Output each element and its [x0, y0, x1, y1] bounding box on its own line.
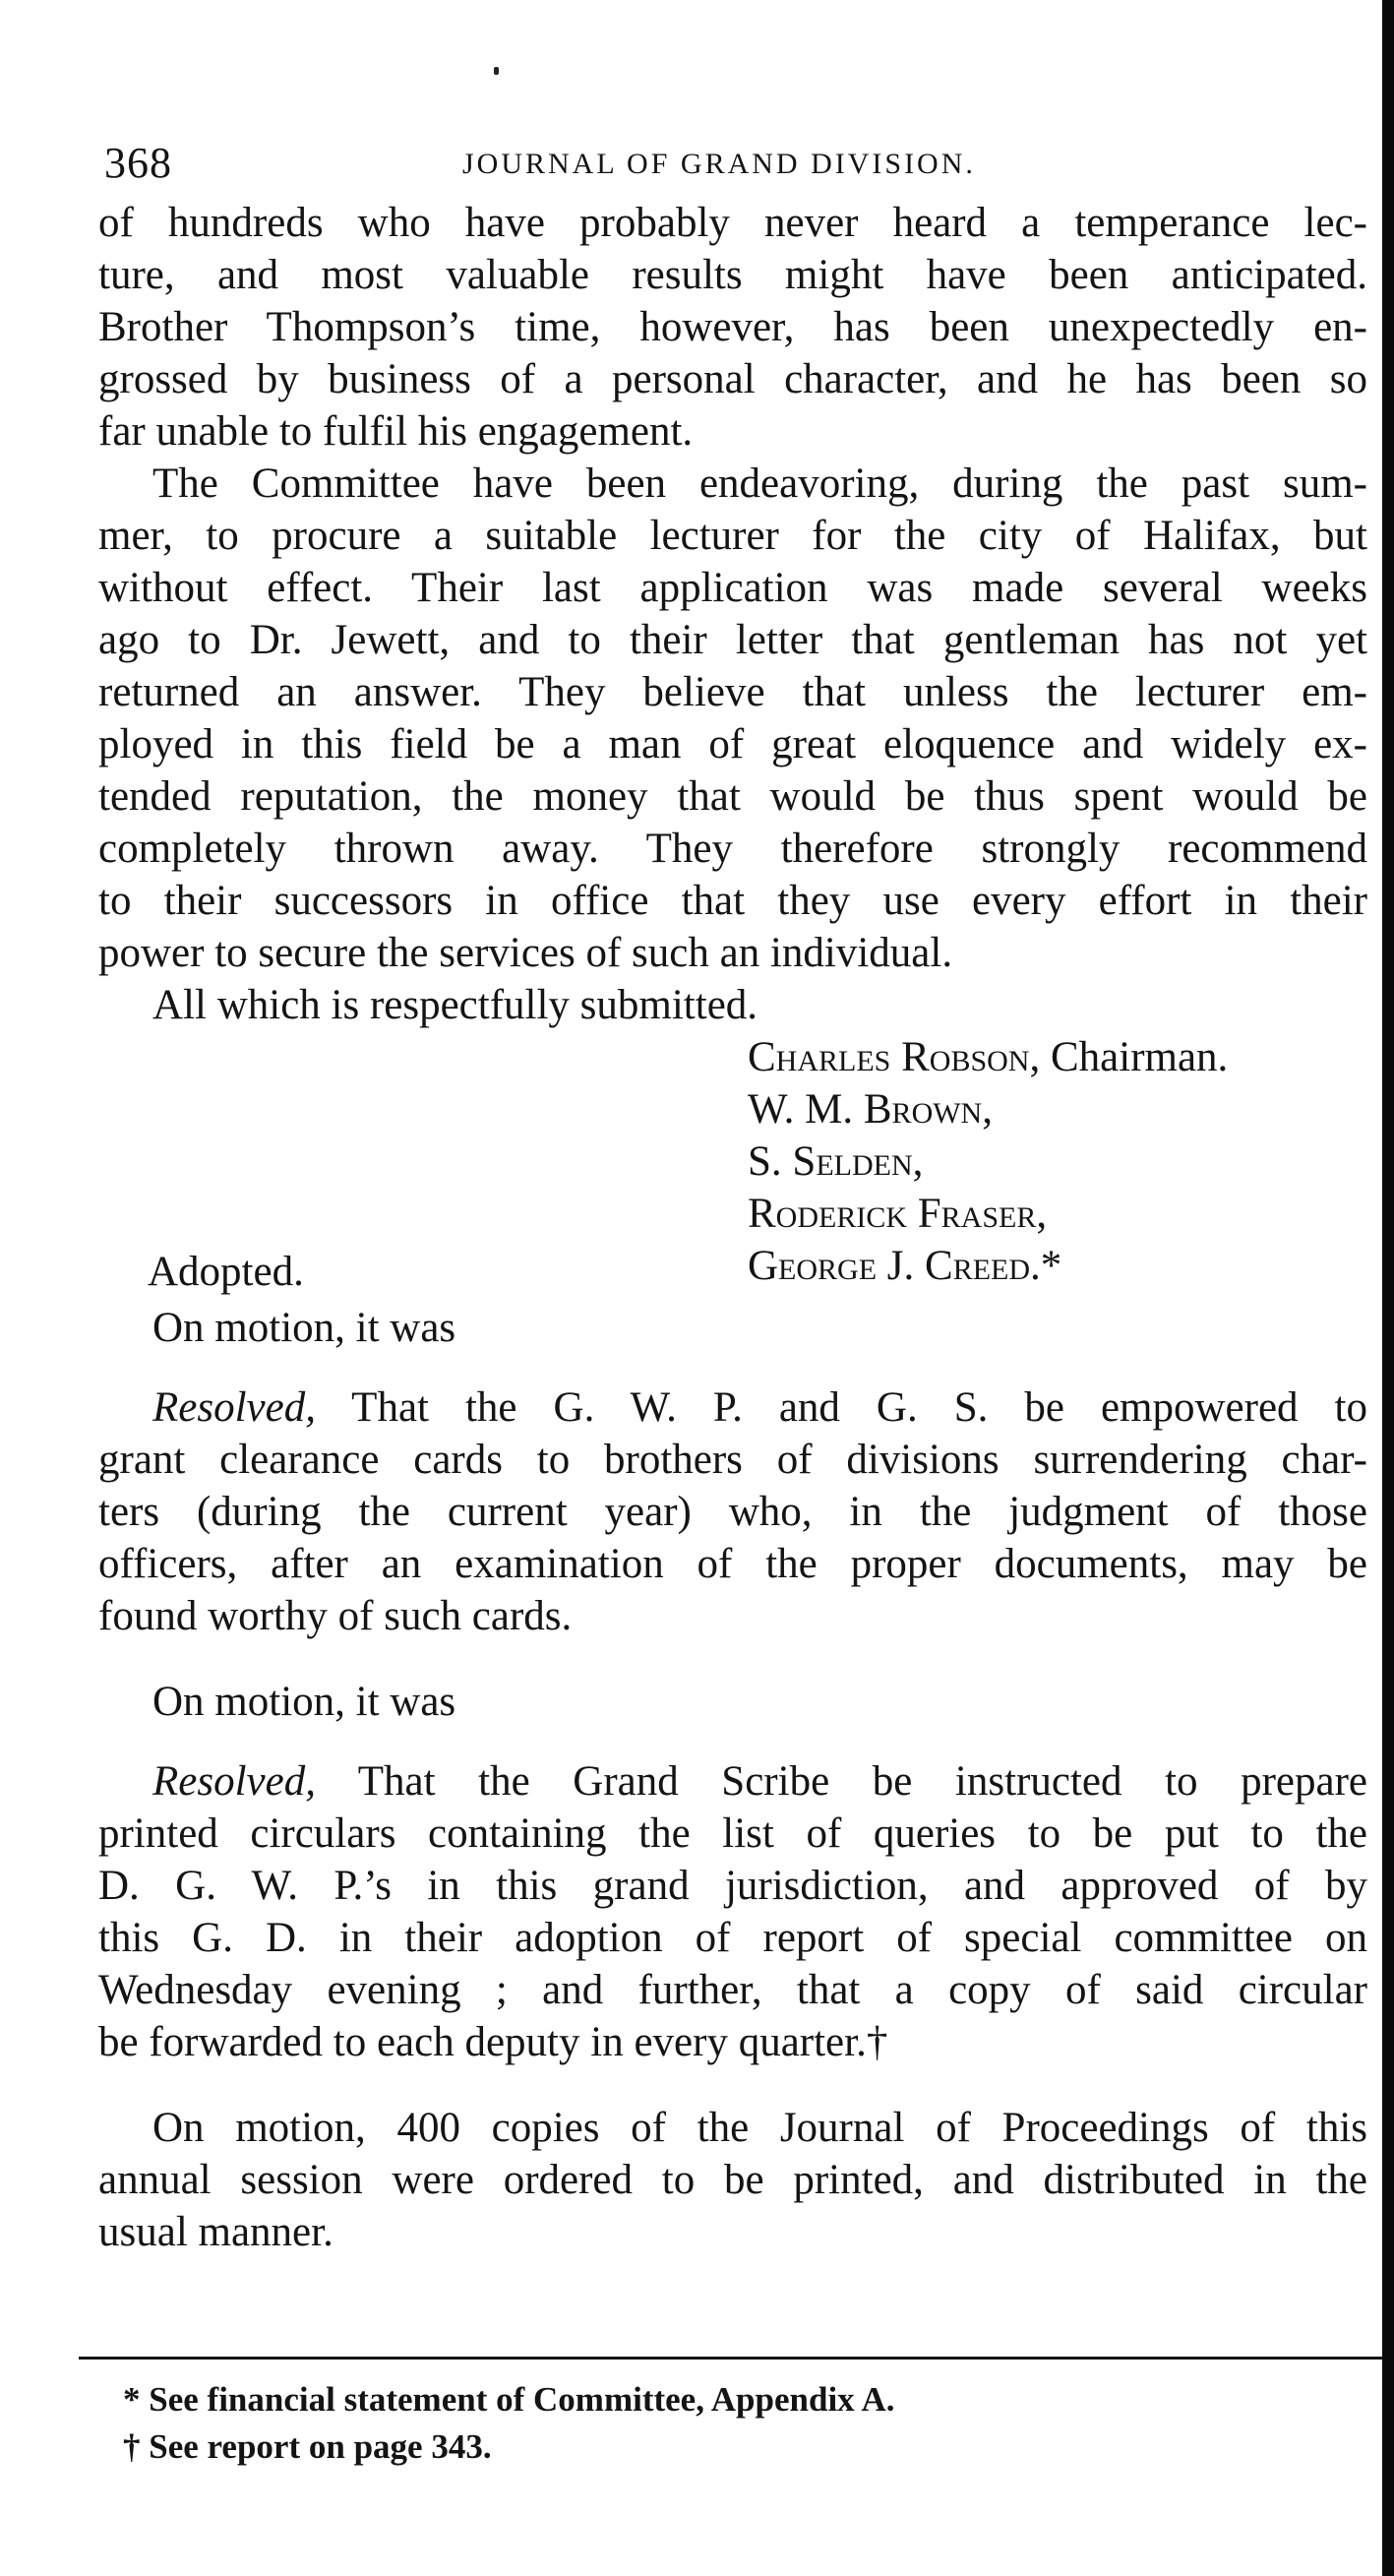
footnote-rule — [79, 2357, 1382, 2360]
book-page — [98, 138, 1367, 2258]
text-line: of hundreds who have probably never heard a temperance lec- — [98, 200, 1367, 246]
text-line: tended reputation, the money that would be thus spent would be — [98, 773, 1367, 820]
resolved-lead: Resolved, — [152, 1758, 316, 1805]
text-line: completely thrown away. They therefore strongly recommend — [98, 826, 1367, 872]
text-line: officers, after an examination of the proper documents, may be — [98, 1541, 1367, 1587]
text-fragment: That the G. W. P. and G. S. be empowered to — [315, 1384, 1367, 1431]
text-line: far unable to fulfil his engagement. — [98, 408, 694, 455]
running-title: JOURNAL OF GRAND DIVISION. — [462, 148, 976, 180]
text-line: this G. D. in their adoption of report of special committee on — [98, 1915, 1367, 1961]
paragraph-lecturer-halifax — [98, 458, 1367, 979]
signature-name: Charles Robson, — [748, 1034, 1041, 1080]
signature-name: W. M. Brown, — [748, 1086, 993, 1133]
signature-chairman — [748, 1031, 1228, 1083]
signature-name: Roderick Fraser, — [748, 1191, 1048, 1237]
text-line: Brother Thompson’s time, however, has been unexpectedly en- — [98, 304, 1367, 350]
resolved-lead: Resolved, — [152, 1384, 316, 1431]
signature-role: Chairman. — [1040, 1034, 1229, 1080]
signature-name: George J. Creed.* — [748, 1243, 1062, 1289]
text-line: ago to Dr. Jewett, and to their letter that gentleman has not yet — [98, 617, 1367, 663]
text-line: mer, to procure a suitable lecturer for the city of Halifax, but — [98, 513, 1367, 559]
text-line: printed circulars containing the list of queries to be put to the — [98, 1810, 1367, 1857]
paragraph-journal-copies — [98, 2102, 1367, 2258]
text-line: usual manner. — [98, 2209, 333, 2255]
footnote-report-reference: † See report on page 343. — [123, 2427, 492, 2466]
paragraph-lecturer-thompson — [98, 197, 1367, 458]
adopted-label: Adopted. — [148, 1249, 304, 1295]
text-line: power to secure the services of such an individual. — [98, 930, 953, 976]
signature-block — [98, 1031, 1367, 1302]
text-line — [98, 1381, 1367, 1434]
text-line: ployed in this field be a man of great eloquence and widely ex- — [98, 721, 1367, 767]
text-line: without effect. Their last application was made several weeks — [98, 565, 1367, 611]
submitted-line: All which is respectfully submitted. — [152, 982, 758, 1028]
text-line: returned an answer. They believe that unless the lecturer em- — [98, 669, 1367, 715]
text-line: grant clearance cards to brothers of divisions surrendering char- — [98, 1437, 1367, 1483]
footnotes — [123, 2376, 895, 2471]
text-line: found worthy of such cards. — [98, 1593, 573, 1639]
text-line: be forwarded to each deputy in every quarter.† — [98, 2019, 888, 2065]
page-edge-shadow — [1382, 0, 1394, 2576]
page-header — [98, 138, 1367, 197]
text-line: The Committee have been endeavoring, during the past sum- — [152, 460, 1367, 507]
resolution-circulars — [98, 1755, 1367, 2068]
text-line — [98, 1755, 1367, 1808]
text-line: ture, and most valuable results might have been anticipated. — [98, 252, 1367, 298]
text-line: annual session were ordered to be printed, and distributed in the — [98, 2157, 1367, 2203]
footnote-financial-statement: * See financial statement of Committee, Appendix A. — [123, 2380, 895, 2419]
text-line: On motion, 400 copies of the Journal of Proceedings of this — [152, 2105, 1367, 2151]
ink-speck — [494, 67, 499, 75]
text-line: to their successors in office that they use every effort in their — [98, 878, 1367, 924]
resolution-clearance-cards — [98, 1381, 1367, 1642]
text-line: Wednesday evening ; and further, that a copy of said circular — [98, 1967, 1367, 2013]
motion-line: On motion, it was — [152, 1305, 456, 1351]
text-fragment: That the Grand Scribe be instructed to prepare — [315, 1758, 1367, 1805]
motion-line: On motion, it was — [152, 1679, 456, 1725]
text-line: ters (during the current year) who, in the judgment of those — [98, 1489, 1367, 1535]
text-line: grossed by business of a personal character, and he has been so — [98, 356, 1367, 402]
text-line: D. G. W. P.’s in this grand jurisdiction, and approved of by — [98, 1863, 1367, 1909]
page-number: 368 — [104, 139, 172, 187]
signature-name: S. Selden, — [748, 1138, 924, 1185]
